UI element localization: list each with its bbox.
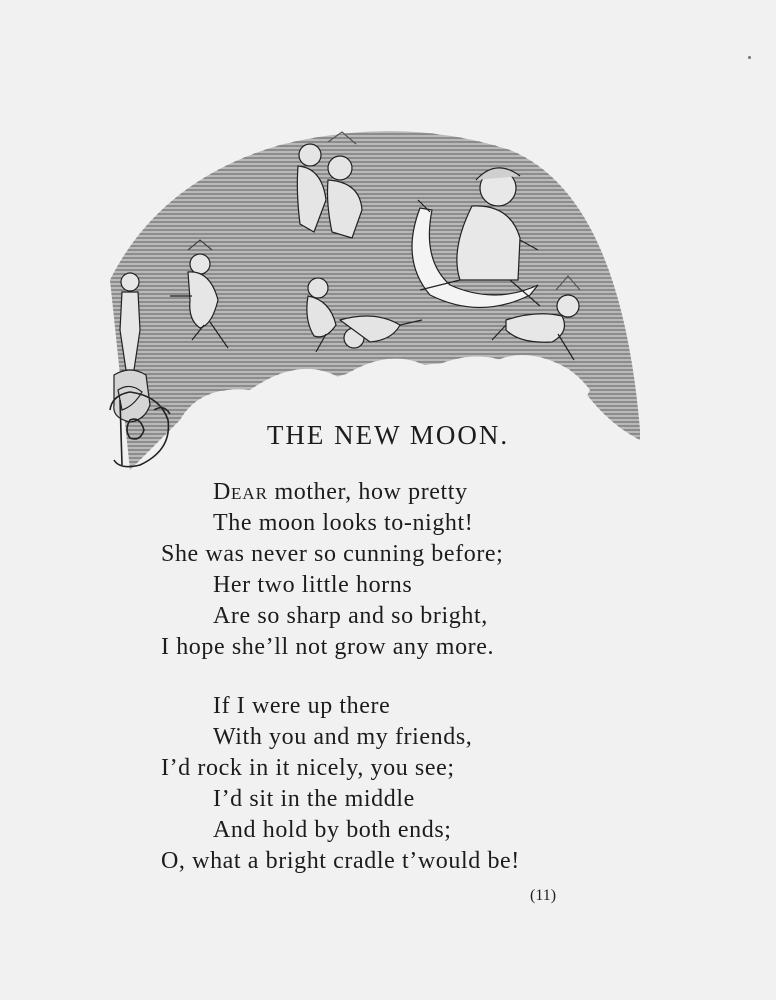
poem-line: With you and my friends, [213,724,473,750]
poem-line: Her two little horns [213,572,413,598]
line-text: mother, how pretty [267,479,468,505]
small-caps-rest: EAR [230,484,268,503]
poem-line: Are so sharp and so bright, [213,603,488,629]
drop-initial: D [213,479,231,505]
poem-line: I’d rock in it nicely, you see; [161,755,455,781]
poem-title: THE NEW MOON. [266,420,510,450]
speck-mark [748,56,751,59]
poem-line: If I were up there [213,693,391,719]
poem-line: I hope she’ll not grow any more. [161,634,495,660]
poem-line: O, what a bright cradle t’would be! [161,848,520,874]
poem-line: She was never so cunning before; [161,541,504,567]
poem-line: And hold by both ends; [213,817,452,843]
poem-line [213,477,468,509]
page-number: (11) [530,887,557,904]
poem-line: I’d sit in the middle [213,786,415,812]
poem-line: The moon looks to-night! [213,510,474,536]
